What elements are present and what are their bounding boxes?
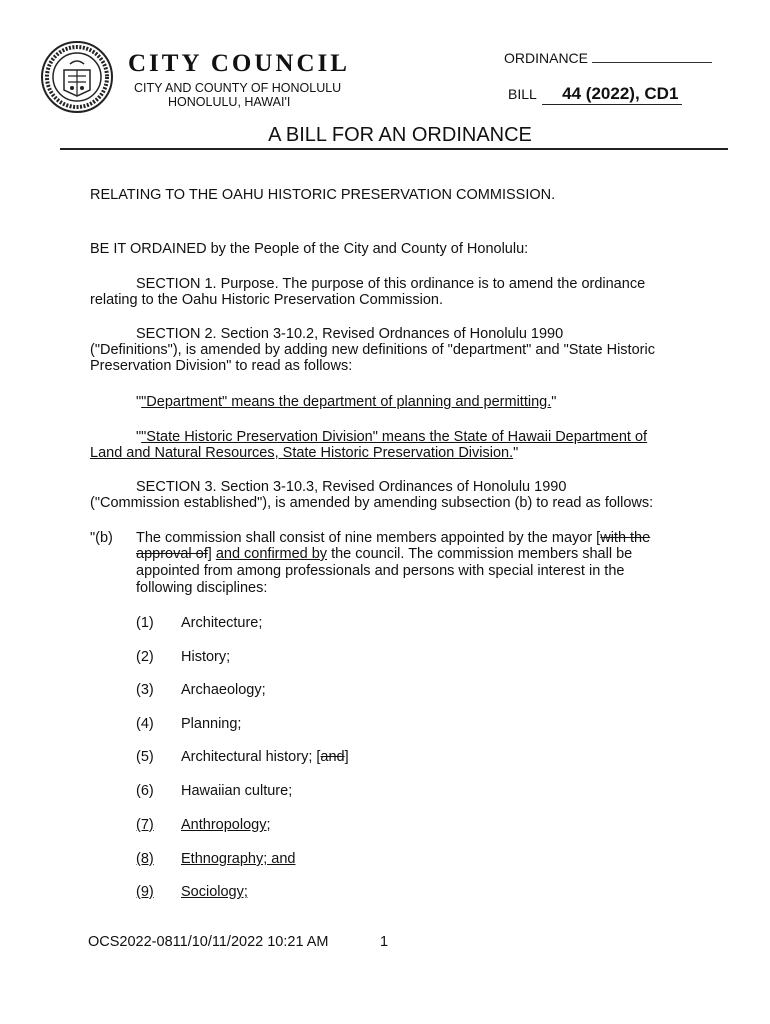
enacting-clause: BE IT ORDAINED by the People of the City and County of Honolulu:	[90, 241, 529, 257]
subsection-b-line1: The commission shall consist of nine members appointed by the mayor [with the	[136, 530, 651, 546]
list-item-num: (1)	[136, 615, 154, 631]
page-number: 1	[380, 934, 389, 950]
section2-line3: Preservation Division" to read as follows:	[90, 358, 353, 374]
list-item: Architecture;	[181, 615, 263, 631]
list-item-num: (7)	[136, 817, 154, 833]
list-item-num: (6)	[136, 783, 154, 799]
section2-line1: SECTION 2. Section 3-10.2, Revised Ordnances of Honolulu 1990	[136, 326, 564, 342]
ordinance-label: ORDINANCE	[504, 50, 589, 66]
bill-number: 44 (2022), CD1	[542, 84, 682, 105]
list-item-num: (3)	[136, 682, 154, 698]
section3-line2: ("Commission established"), is amended by amending subsection (b) to read as follows:	[90, 495, 654, 511]
section3-line1: SECTION 3. Section 3-10.3, Revised Ordinances of Honolulu 1990	[136, 479, 567, 495]
definition-shpd-line2: Land and Natural Resources, State Historic Preservation Division."	[90, 445, 519, 461]
list-item: Archaeology;	[181, 682, 266, 698]
location-line: HONOLULU, HAWAI'I	[168, 95, 291, 109]
subsection-b-line3: appointed from among professionals and persons with special interest in the	[136, 563, 625, 579]
footer-code: OCS2022-0811/10/11/2022 10:21 AM	[88, 934, 329, 950]
document-title: A BILL FOR AN ORDINANCE	[268, 124, 532, 146]
bill-field	[508, 84, 682, 105]
list-item-num: (4)	[136, 716, 154, 732]
relating-line: RELATING TO THE OAHU HISTORIC PRESERVATION COMMISSION.	[90, 187, 556, 203]
list-item: Planning;	[181, 716, 242, 732]
list-item-num: (8)	[136, 851, 154, 867]
list-item: Architectural history; [and]	[181, 749, 349, 765]
list-item-num: (2)	[136, 649, 154, 665]
subsection-b-line4: following disciplines:	[136, 580, 268, 596]
section1-line1: SECTION 1. Purpose. The purpose of this ordinance is to amend the ordinance	[136, 276, 646, 292]
council-title: CITY COUNCIL	[128, 50, 350, 77]
list-item: History;	[181, 649, 231, 665]
list-item: Sociology;	[181, 884, 248, 900]
subsection-label: "(b)	[90, 530, 113, 546]
bill-label: BILL	[508, 86, 537, 102]
list-item-num: (5)	[136, 749, 154, 765]
subsection-b-line2: approval of] and confirmed by the council. The commission members shall be	[136, 546, 633, 562]
definition-shpd-line1: ""State Historic Preservation Division" means the State of Hawaii Department of	[136, 429, 648, 445]
title-divider	[60, 148, 728, 150]
list-item-num: (9)	[136, 884, 154, 900]
ordinance-blank	[592, 50, 712, 63]
city-seal-icon	[40, 40, 114, 114]
ordinance-field	[504, 50, 712, 66]
city-line: CITY AND COUNTY OF HONOLULU	[134, 81, 342, 95]
section2-line2: ("Definitions"), is amended by adding new definitions of "department" and "State Historic	[90, 342, 655, 358]
list-item: Hawaiian culture;	[181, 783, 293, 799]
list-item: Anthropology;	[181, 817, 271, 833]
definition-department: ""Department" means the department of planning and permitting."	[136, 394, 557, 410]
list-item: Ethnography; and	[181, 851, 296, 867]
section1-line2: relating to the Oahu Historic Preservation Commission.	[90, 292, 443, 308]
